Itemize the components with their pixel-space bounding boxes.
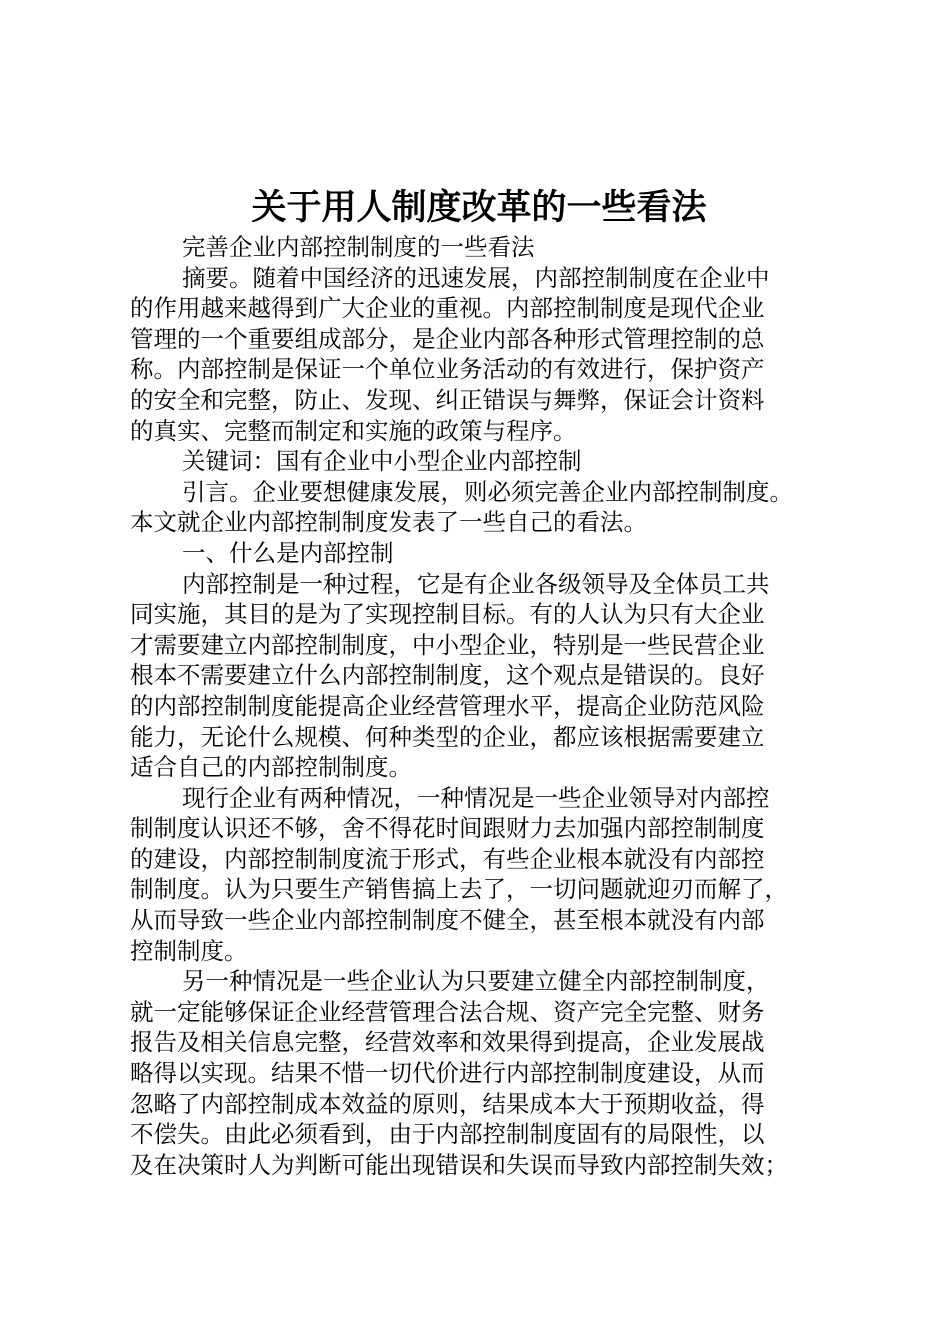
text-line: 根本不需要建立什么内部控制制度，这个观点是错误的。良好 (130, 661, 765, 690)
paragraph-keywords (130, 446, 830, 477)
paragraph-section-1-1 (130, 569, 830, 783)
text-line: 的安全和完整，防止、发现、纠正错误与舞弊，保证会计资料 (130, 385, 765, 414)
text-line: 关键词：国有企业中小型企业内部控制 (182, 447, 582, 476)
section-heading (130, 538, 830, 569)
text-line: 的作用越来越得到广大企业的重视。内部控制制度是现代企业 (130, 294, 765, 323)
document-body (130, 232, 830, 1180)
text-line: 的内部控制制度能提高企业经营管理水平，提高企业防范风险 (130, 691, 765, 720)
paragraph-section-1-3 (130, 966, 830, 1180)
text-line: 适合自己的内部控制制度。 (130, 753, 412, 782)
text-line: 另一种情况是一些企业认为只要建立健全内部控制制度， (182, 967, 770, 996)
text-line: 本文就企业内部控制制度发表了一些自己的看法。 (130, 508, 647, 537)
text-line: 不偿失。由此必须看到，由于内部控制制度固有的局限性，以 (130, 1120, 765, 1149)
text-line: 略得以实现。结果不惜一切代价进行内部控制制度建设，从而 (130, 1059, 765, 1088)
text-line: 就一定能够保证企业经营管理合法合规、资产完全完整、财务 (130, 997, 765, 1026)
text-line: 控制制度。 (130, 936, 248, 965)
text-line: 报告及相关信息完整，经营效率和效果得到提高，企业发展战 (130, 1028, 765, 1057)
text-line: 的建设，内部控制制度流于形式，有些企业根本就没有内部控 (130, 844, 765, 873)
text-line: 管理的一个重要组成部分，是企业内部各种形式管理控制的总 (130, 324, 765, 353)
text-line: 制制度。认为只要生产销售搞上去了，一切问题就迎刃而解了， (130, 875, 788, 904)
text-line: 从而导致一些企业内部控制制度不健全，甚至根本就没有内部 (130, 906, 765, 935)
document-title: 关于用人制度改革的一些看法 (251, 188, 707, 228)
text-line: 完善企业内部控制制度的一些看法 (182, 233, 535, 261)
text-line: 同实施，其目的是为了实现控制目标。有的人认为只有大企业 (130, 600, 765, 629)
text-line: 忽略了内部控制成本效益的原则，结果成本大于预期收益，得 (130, 1089, 765, 1118)
text-line: 一、什么是内部控制 (182, 538, 394, 567)
paragraph-subtitle (130, 232, 830, 263)
text-line: 摘要。随着中国经济的迅速发展，内部控制制度在企业中 (182, 263, 770, 292)
text-line: 及在决策时人为判断可能出现错误和失误而导致内部控制失效； (130, 1150, 788, 1179)
text-line: 称。内部控制是保证一个单位业务活动的有效进行，保护资产 (130, 355, 765, 384)
text-line: 的真实、完整而制定和实施的政策与程序。 (130, 416, 577, 445)
paragraph-introduction (130, 477, 830, 538)
text-line: 制制度认识还不够，舍不得花时间跟财力去加强内部控制制度 (130, 814, 765, 843)
text-line: 能力，无论什么规模、何种类型的企业，都应该根据需要建立 (130, 722, 765, 751)
text-line: 内部控制是一种过程，它是有企业各级领导及全体员工共 (182, 569, 770, 598)
paragraph-section-1-2 (130, 783, 830, 967)
paragraph-abstract (130, 263, 830, 447)
text-line: 现行企业有两种情况，一种情况是一些企业领导对内部控 (182, 783, 770, 812)
text-line: 才需要建立内部控制制度，中小型企业，特别是一些民营企业 (130, 630, 765, 659)
text-line: 引言。企业要想健康发展，则必须完善企业内部控制制度。 (182, 477, 793, 506)
